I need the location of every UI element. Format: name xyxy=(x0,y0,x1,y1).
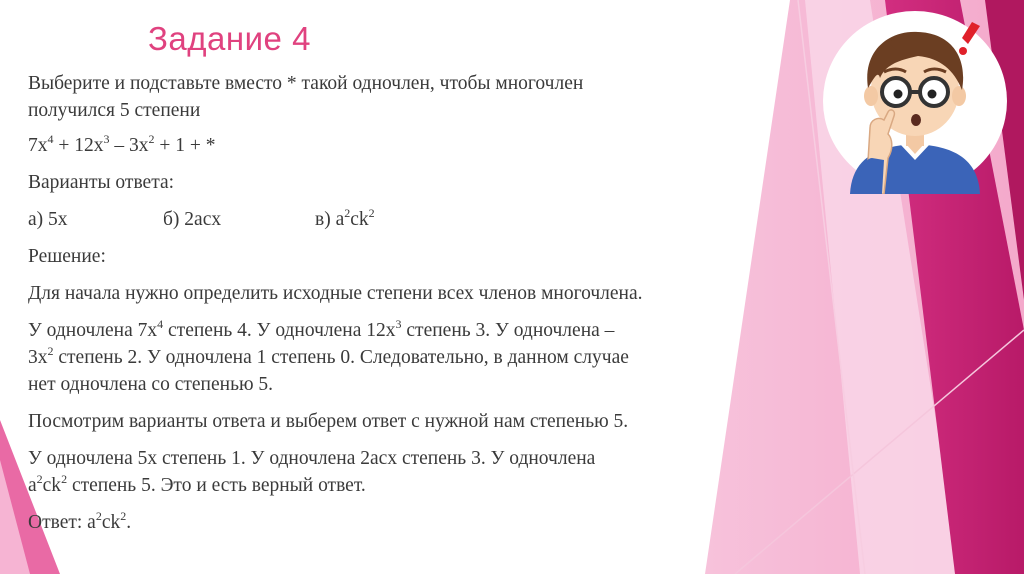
solution-step-4 xyxy=(28,445,788,499)
step4-exp-2: 2 xyxy=(61,472,68,486)
option-c-exp-2: 2 xyxy=(368,206,375,220)
option-b: б) 2acx xyxy=(163,209,222,230)
answer-exp-1: 2 xyxy=(95,509,102,523)
solution-step-3: Посмотрим варианты ответа и выберем ответ с нужной нам степенью 5. xyxy=(28,411,629,432)
poly-exp-1: 4 xyxy=(47,132,54,146)
step2-part-3: степень 3. У одночлена – xyxy=(401,320,615,341)
final-answer xyxy=(28,509,788,536)
poly-exp-3: 2 xyxy=(148,132,155,146)
poly-term-3: – 3x xyxy=(109,135,149,156)
option-c-exp-1: 2 xyxy=(344,206,351,220)
task-text xyxy=(28,70,788,124)
option-a: а) 5x xyxy=(28,209,68,230)
step2-part-5: степень 2. У одночлена 1 степень 0. Следовательно, в данном случае xyxy=(53,347,629,368)
solution-heading: Решение: xyxy=(28,246,106,267)
thinking-boy-illustration xyxy=(822,8,1008,194)
slide-content xyxy=(28,70,788,536)
step4-part-1: a xyxy=(28,475,37,496)
poly-term-2: + 12x xyxy=(53,135,104,156)
option-c-mid: ck xyxy=(350,209,369,230)
step2-exp-4: 2 xyxy=(47,344,54,358)
solution-step-2 xyxy=(28,317,788,398)
answer-part-1: Ответ: a xyxy=(28,512,96,533)
option-c-base: в) a xyxy=(315,209,345,230)
answer-exp-2: 2 xyxy=(120,509,127,523)
poly-exp-2: 3 xyxy=(103,132,110,146)
step4-part-2: ck xyxy=(42,475,62,496)
answer-options xyxy=(28,206,788,233)
options-heading: Варианты ответа: xyxy=(28,172,175,193)
option-c xyxy=(315,206,375,233)
step2-part-4: 3x xyxy=(28,347,48,368)
step2-part-6: нет одночлена со степенью 5. xyxy=(28,374,274,395)
answer-part-2: ck xyxy=(101,512,121,533)
step4-line-1: У одночлена 5x степень 1. У одночлена 2acx степень 3. У одночлена xyxy=(28,448,596,469)
answer-part-3: . xyxy=(126,512,132,533)
task-line-1: Выберите и подставьте вместо * такой одночлен, чтобы многочлен xyxy=(28,73,584,94)
slide-title: Задание 4 xyxy=(148,20,311,57)
step2-exp-2: 3 xyxy=(395,317,402,331)
step2-part-1: У одночлена 7x xyxy=(28,320,158,341)
step4-part-3: степень 5. Это и есть верный ответ. xyxy=(67,475,366,496)
poly-term-1: 7x xyxy=(28,135,48,156)
task-line-2: получился 5 степени xyxy=(28,100,201,121)
step4-exp-1: 2 xyxy=(36,472,43,486)
step2-part-2: степень 4. У одночлена 12x xyxy=(163,320,396,341)
solution-step-1: Для начала нужно определить исходные степени всех членов многочлена. xyxy=(28,283,643,304)
poly-tail: + 1 + * xyxy=(154,135,216,156)
step2-exp-1: 4 xyxy=(157,317,164,331)
polynomial xyxy=(28,132,788,159)
